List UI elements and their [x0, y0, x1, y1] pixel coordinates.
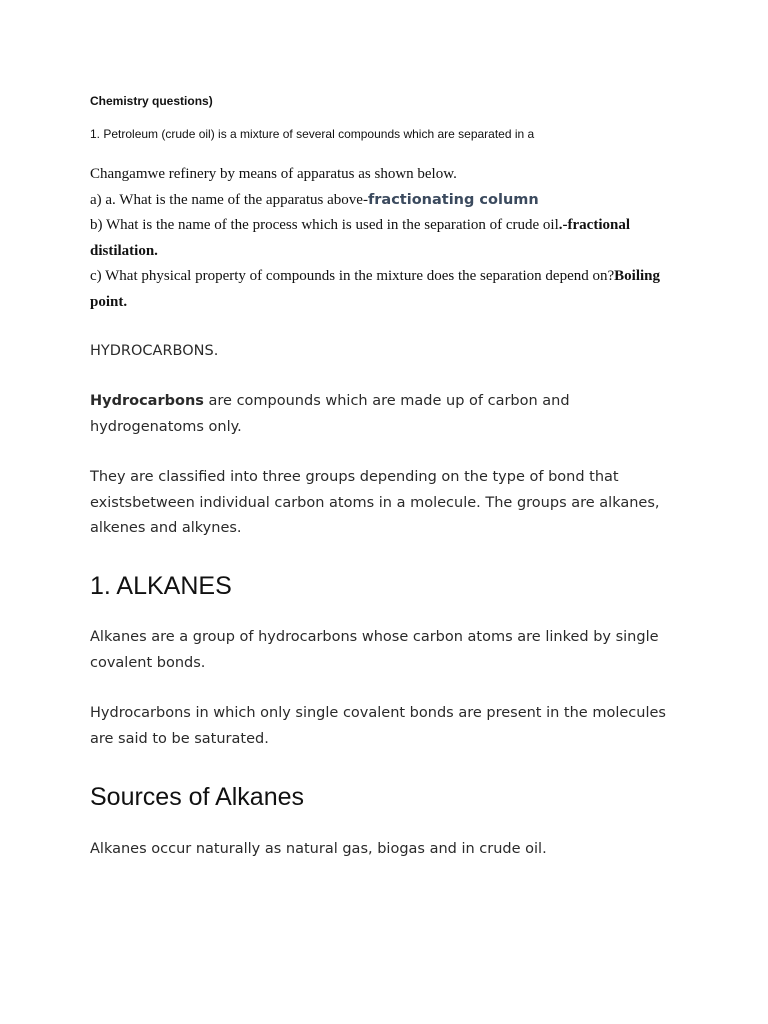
question-1a: [90, 188, 680, 214]
alkanes-paragraph-1: Alkanes are a group of hydrocarbons whose carbon atoms are linked by single covalent bonds.: [90, 629, 659, 671]
question-1a-answer: fractionating column: [367, 191, 539, 208]
hydrocarbons-definition-text: are compounds which are made up of carbon and hydrogenatoms only.: [90, 393, 570, 435]
question-1-intro: 1. Petroleum (crude oil) is a mixture of several compounds which are separated in a: [90, 127, 535, 141]
alkanes-paragraph-2: Hydrocarbons in which only single covalent bonds are present in the molecules are said to be saturated.: [90, 705, 666, 747]
question-1-intro-continued: Changamwe refinery by means of apparatus as shown below.: [90, 166, 457, 182]
document-title: Chemistry questions): [90, 94, 213, 108]
alkanes-heading: 1. ALKANES: [90, 572, 232, 600]
hydrocarbons-classification: They are classified into three groups depending on the type of bond that existsbetween individual carbon atoms in a molecule. The groups are alkanes, alkenes and alkynes.: [90, 469, 660, 536]
sources-heading: Sources of Alkanes: [90, 783, 305, 811]
hydrocarbons-term: Hydrocarbons: [90, 393, 204, 409]
question-1c-answer: Boiling point.: [90, 268, 661, 310]
question-1b-answer: .-fractional distilation.: [90, 217, 630, 259]
sources-paragraph-1: Alkanes occur naturally as natural gas, biogas and in crude oil.: [90, 841, 547, 857]
hydrocarbons-heading: HYDROCARBONS.: [90, 343, 219, 359]
question-1c: [90, 264, 680, 315]
question-1a-text: a) a. What is the name of the apparatus above-: [90, 191, 368, 208]
question-1b: [90, 213, 680, 264]
question-1-body: [90, 162, 680, 315]
hydrocarbons-definition: [90, 389, 680, 440]
question-1c-text: c) What physical property of compounds in the mixture does the separation depend on?: [90, 268, 615, 284]
question-1b-text: b) What is the name of the process which is used in the separation of crude oil: [90, 217, 559, 233]
